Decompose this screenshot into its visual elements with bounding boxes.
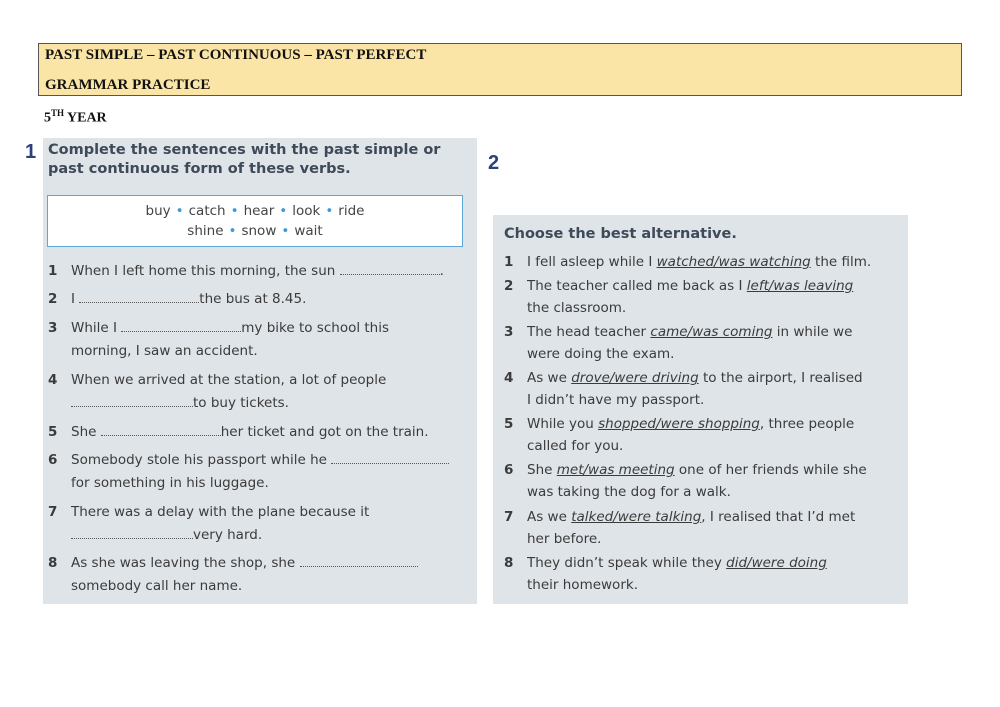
blank-field[interactable]	[300, 553, 418, 567]
alternative-choice[interactable]: drove/were driving	[571, 370, 699, 386]
verb-row-2: shine • snow • wait	[187, 223, 323, 239]
verb-hear: hear	[243, 203, 275, 219]
alternative-choice[interactable]: met/was meeting	[556, 462, 675, 478]
verb-snow: snow	[241, 223, 277, 239]
blank-field[interactable]	[71, 525, 193, 539]
blank-field[interactable]	[340, 261, 440, 275]
verb-buy: buy	[145, 203, 171, 219]
blank-field[interactable]	[71, 393, 193, 407]
worksheet-header	[38, 43, 962, 96]
blank-field[interactable]	[121, 318, 241, 332]
blank-field[interactable]	[79, 289, 199, 303]
exercise-2-panel: Choose the best alternative. 1 I fell asleep while I watched/was watching the film. 2 The teacher called me back as I left/was leaving the classroom. 3 The head teacher came/was coming in while we were doing the exam. 4 As we drove/were driving to the airport, I realised I didn’t have my passport. 5 While you shopped/were shopping, three people called for you. 6 She met/was meeting one of her friends while she was taking the dog for a walk. 7 As we talked/were talking, I realised that I’d met her before. 8 They didn’t speak while they did/were doing their homework.	[493, 215, 908, 604]
verb-box	[47, 195, 463, 247]
exercise-1-number: 1	[25, 141, 37, 163]
alternative-choice[interactable]: did/were doing	[726, 555, 827, 571]
verb-wait: wait	[294, 223, 323, 239]
year-label	[44, 108, 107, 127]
blank-field[interactable]	[331, 450, 449, 464]
exercise-1-instruction-line1: Complete the sentences with the past simple or	[48, 142, 441, 158]
worksheet-title: PAST SIMPLE – PAST CONTINUOUS – PAST PERFECT	[45, 47, 427, 63]
exercise-2-number: 2	[488, 152, 500, 174]
year-word: YEAR	[67, 110, 107, 126]
exercise-1-instruction-line2: past continuous form of these verbs.	[48, 161, 351, 177]
verb-shine: shine	[187, 223, 224, 239]
worksheet-subtitle: GRAMMAR PRACTICE	[45, 77, 211, 93]
verb-look: look	[292, 203, 321, 219]
year-number: 5	[44, 110, 51, 126]
verb-row-1: buy • catch • hear • look • ride	[145, 203, 365, 219]
exercise-2-instruction: Choose the best alternative.	[504, 226, 737, 242]
exercise-1-panel: Complete the sentences with the past simple or past continuous form of these verbs. buy • catch • hear • look • ride shine • snow • wait 1 When I left home this morning, the sun . 2 I the bus at 8.45. 3 While I my bike to school this morning, I saw an accident. 4 When we arrived at the station, a lot of people to buy tickets. 5 She her ticket and got on the train. 6 Somebody stole his passport while he for something in his luggage. 7 There was a delay with the plane because it very hard. 8 As she was leaving the shop, she somebody call her name.	[43, 138, 477, 604]
alternative-choice[interactable]: left/was leaving	[746, 278, 854, 294]
verb-ride: ride	[338, 203, 365, 219]
alternative-choice[interactable]: came/was coming	[650, 324, 773, 340]
alternative-choice[interactable]: watched/was watching	[656, 254, 811, 270]
verb-catch: catch	[188, 203, 226, 219]
alternative-choice[interactable]: shopped/were shopping	[598, 416, 760, 432]
alternative-choice[interactable]: talked/were talking	[571, 509, 702, 525]
year-suffix: TH	[51, 108, 65, 118]
blank-field[interactable]	[101, 422, 221, 436]
